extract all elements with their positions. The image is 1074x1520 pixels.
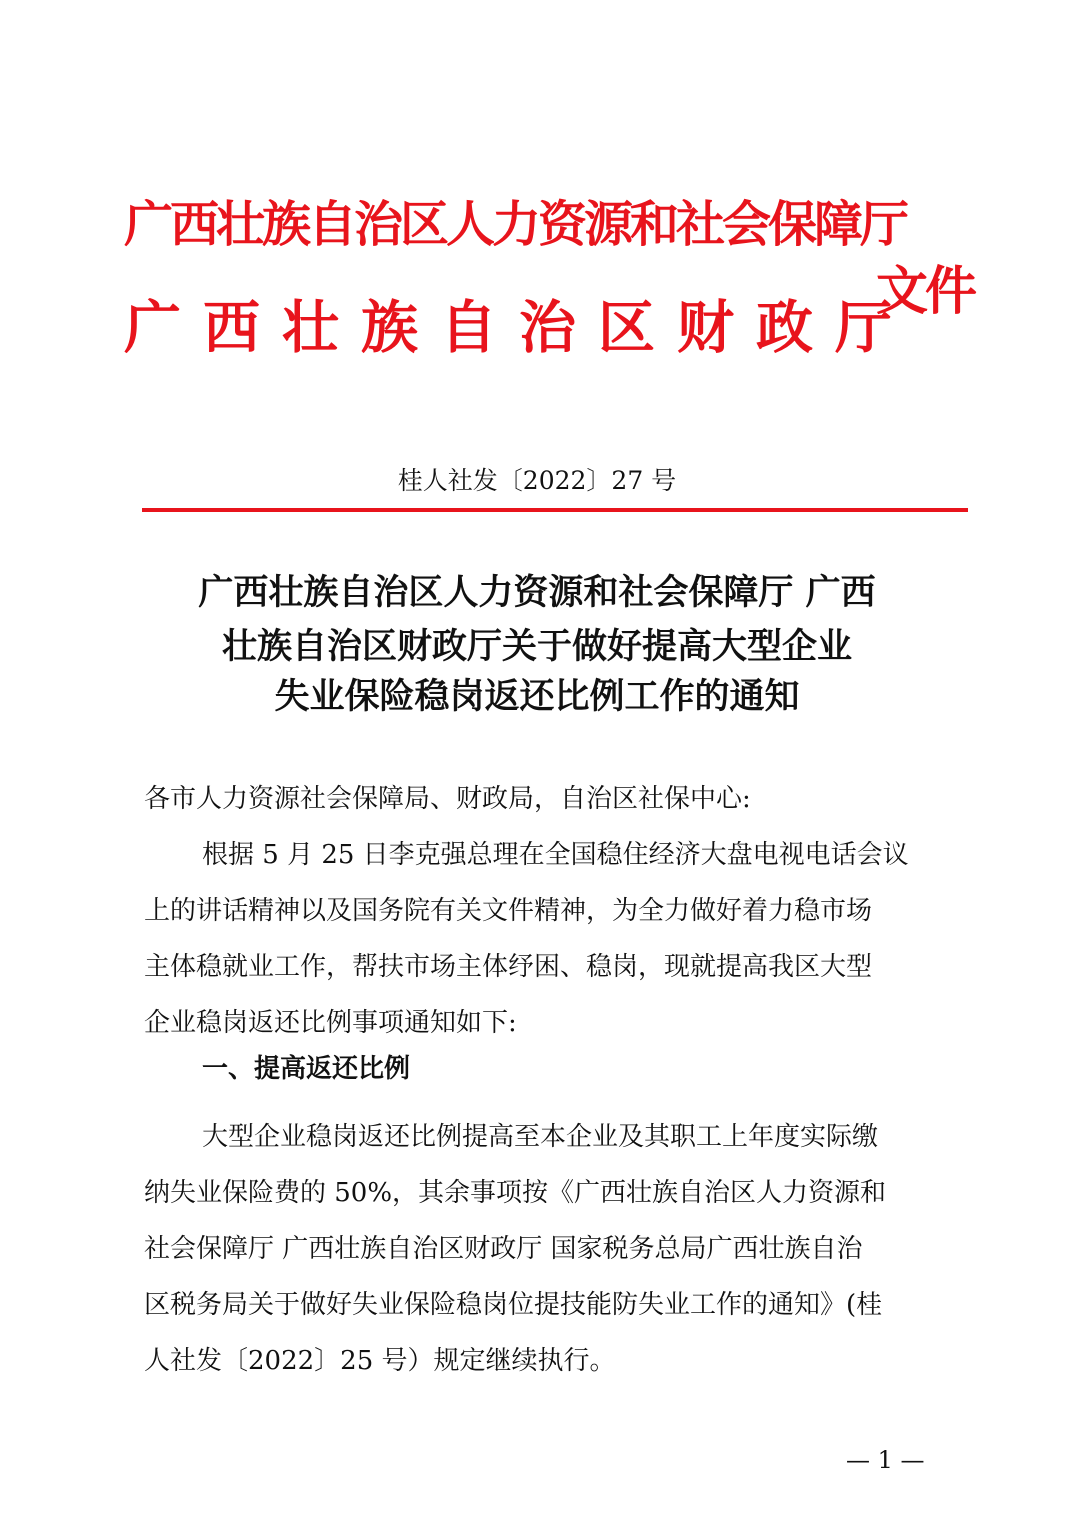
addressee: 各市人力资源社会保障局、财政局，自治区社保中心: [144,784,751,814]
paragraph-2-line-1: 大型企业稳岗返还比例提高至本企业及其职工上年度实际缴 [202,1122,879,1152]
document-number: 桂人社发〔2022〕27 号 [397,466,677,495]
document-title-line-3: 失业保险稳岗返还比例工作的通知 [274,677,800,717]
paragraph-2-line-3: 社会保障厅 广西壮族自治区财政厅 国家税务总局广西壮族自治 [144,1234,863,1264]
paragraph-2-line-2: 纳失业保险费的 50%，其余事项按《广西壮族自治区人力资源和 [144,1178,887,1208]
document-title-line-1: 广西壮族自治区人力资源和社会保障厅 广西 [198,573,876,613]
paragraph-1-line-1: 根据 5 月 25 日李克强总理在全国稳住经济大盘电视电话会议 [202,840,909,870]
paragraph-1-line-2: 上的讲话精神以及国务院有关文件精神，为全力做好着力稳市场 [144,896,873,926]
red-divider [142,508,968,512]
document-label: 文件 [876,262,975,322]
issuer-name-finance: 广西壮族自治区财政厅 [124,295,914,361]
section-heading: 一、提高返还比例 [202,1054,411,1084]
document-title-line-2: 壮族自治区财政厅关于做好提高大型企业 [221,627,852,667]
paragraph-1-line-3: 主体稳就业工作，帮扶市场主体纾困、稳岗，现就提高我区大型 [144,952,873,982]
page-number: — 1 — [846,1446,925,1474]
paragraph-1-line-4: 企业稳岗返还比例事项通知如下: [144,1008,517,1038]
paragraph-2-line-4: 区税务局关于做好失业保险稳岗位提技能防失业工作的通知》(桂 [144,1290,883,1320]
paragraph-2-line-5: 人社发〔2022〕25 号）规定继续执行。 [144,1346,616,1376]
issuer-name-hrss: 广西壮族自治区人力资源和社会保障厅 [124,196,907,253]
